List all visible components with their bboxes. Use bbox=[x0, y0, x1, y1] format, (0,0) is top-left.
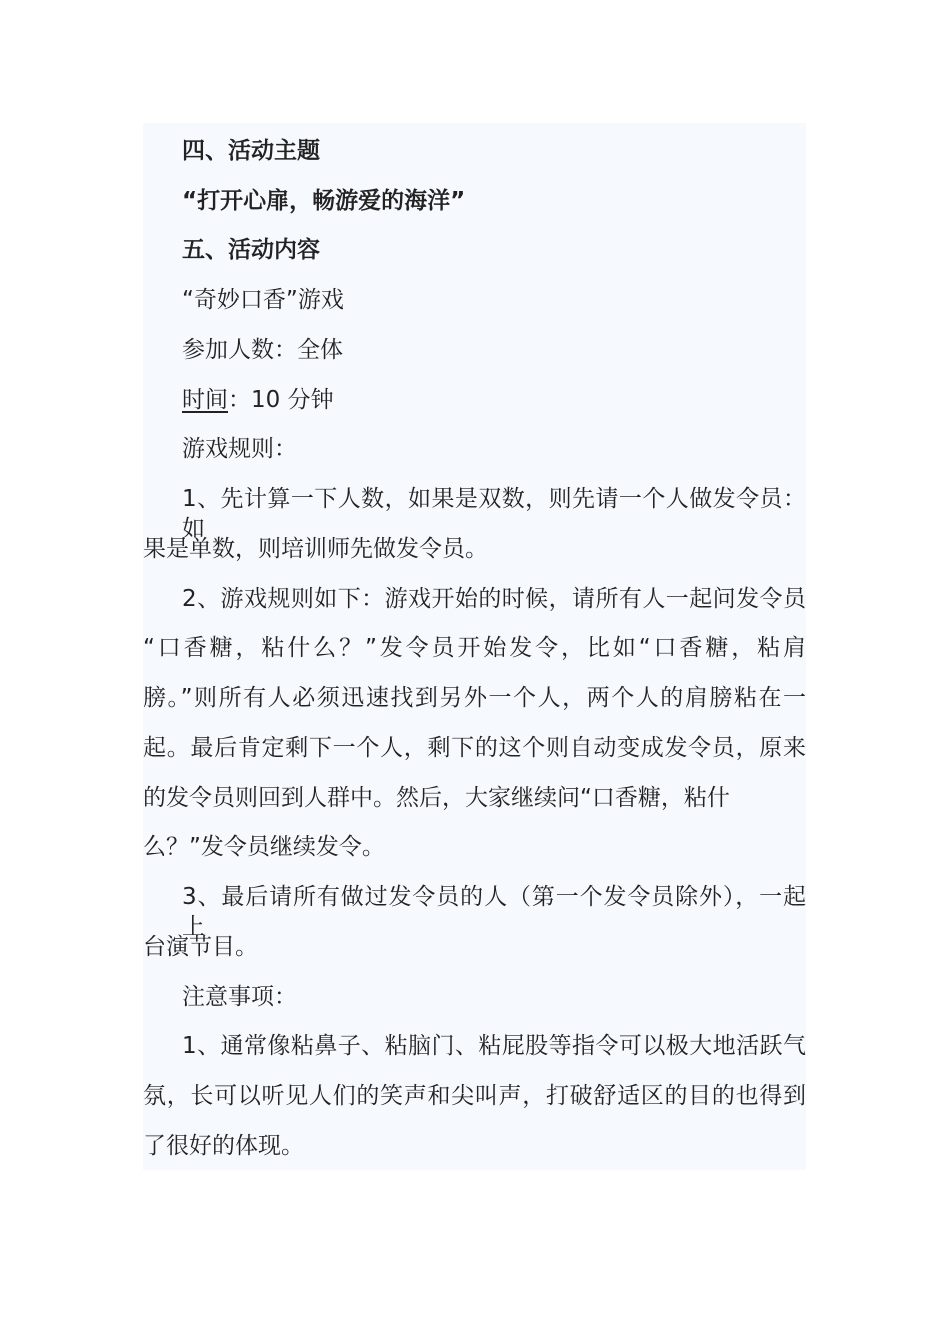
time-value: ：10 分钟 bbox=[228, 387, 334, 413]
rule-3-line-1: 3、最后请所有做过发令员的人（第一个发令员除外），一起上 bbox=[182, 884, 806, 940]
rule-3-line-2: 台演节目。 bbox=[143, 934, 258, 960]
heading-activity-content: 五、活动内容 bbox=[182, 237, 320, 263]
rule-1-line-1: 1、先计算一下人数，如果是双数，则先请一个人做发令员：如 bbox=[182, 486, 806, 542]
note-1-line-1: 1、通常像粘鼻子、粘脑门、粘屁股等指令可以极大地活跃气 bbox=[182, 1033, 806, 1059]
notes-heading: 注意事项： bbox=[182, 984, 297, 1010]
rule-2-line-6: 么？”发令员继续发令。 bbox=[143, 834, 385, 860]
note-1-line-3: 了很好的体现。 bbox=[143, 1133, 304, 1159]
document-content-block bbox=[143, 123, 806, 1170]
rule-2-line-1: 2、游戏规则如下：游戏开始的时候，请所有人一起问发令员 bbox=[182, 586, 806, 612]
note-1-line-2: 氛，长可以听见人们的笑声和尖叫声，打破舒适区的目的也得到 bbox=[143, 1083, 806, 1109]
rule-2-line-4: 起。最后肯定剩下一个人，剩下的这个则自动变成发令员，原来 bbox=[143, 735, 806, 761]
rule-2-line-2: “口香糖，粘什么？”发令员开始发令，比如“口香糖，粘肩 bbox=[143, 635, 806, 661]
participants-text: 参加人数：全体 bbox=[182, 337, 343, 363]
time-label: 时间 bbox=[182, 387, 228, 413]
rules-heading: 游戏规则： bbox=[182, 436, 297, 462]
rule-2-line-3: 膀。”则所有人必须迅速找到另外一个人，两个人的肩膀粘在一 bbox=[143, 685, 806, 711]
game-name: “奇妙口香”游戏 bbox=[182, 287, 344, 313]
time-line bbox=[143, 385, 845, 415]
heading-activity-theme: 四、活动主题 bbox=[182, 138, 320, 164]
theme-slogan: “打开心扉，畅游爱的海洋” bbox=[182, 188, 466, 214]
rule-2-line-5: 的发令员则回到人群中。然后，大家继续问“口香糖，粘什 bbox=[143, 785, 730, 811]
rule-1-line-2: 果是单数，则培训师先做发令员。 bbox=[143, 536, 488, 562]
